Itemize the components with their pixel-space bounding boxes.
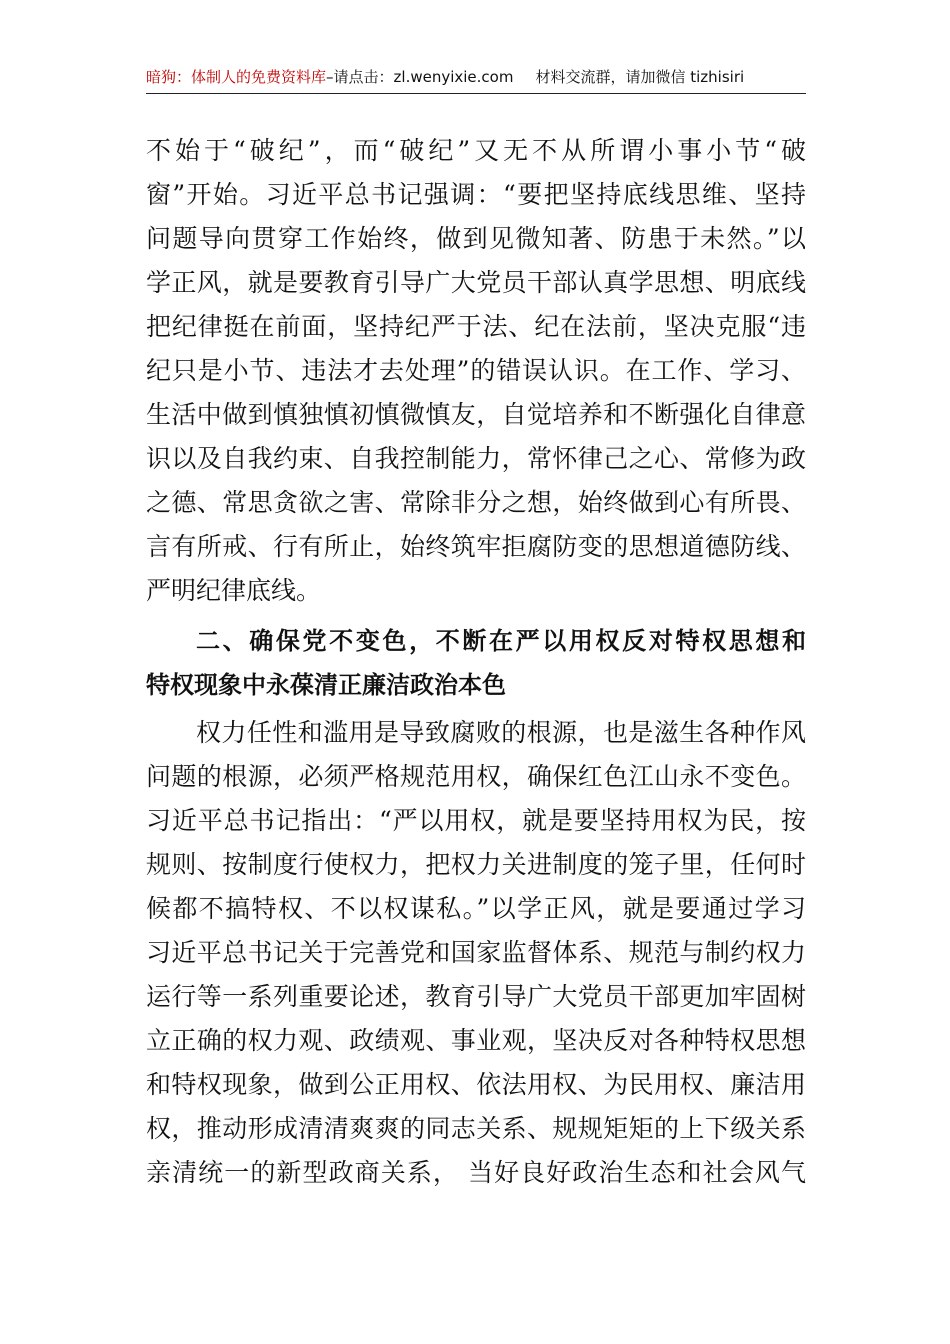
section-heading: 特权现象中永葆清正廉洁政治本色 [146, 671, 506, 699]
body-line: 纪只是小节、违法才去处理”的错误认识。在工作、学习、 [146, 356, 806, 385]
body-line: 规则、按制度行使权力，把权力关进制度的笼子里，任何时 [146, 850, 806, 879]
body-line: 问题的根源，必须严格规范用权，确保红色江山永不变色。 [146, 762, 806, 791]
body-line: 亲清统一的新型政商关系， 当好良好政治生态和社会风气 [146, 1158, 806, 1187]
header-divider [146, 93, 806, 94]
body-line: 窗”开始。习近平总书记强调：“要把坚持底线思维、坚持 [146, 180, 806, 209]
section-heading: 二、确保党不变色，不断在严以用权反对特权思想和 [196, 627, 806, 655]
body-line: 运行等一系列重要论述，教育引导广大党员干部更加牢固树 [146, 982, 806, 1011]
body-line: 把纪律挺在前面，坚持纪严于法、纪在法前，坚决克服“违 [146, 312, 806, 341]
body-line: 言有所戒、行有所止，始终筑牢拒腐防变的思想道德防线、 [146, 532, 806, 561]
body-line: 问题导向贯穿工作始终，做到见微知著、防患于未然。”以 [146, 224, 806, 253]
body-line: 生活中做到慎独慎初慎微慎友，自觉培养和不断强化自律意 [146, 400, 806, 429]
body-line: 候都不搞特权、不以权谋私。”以学正风，就是要通过学习 [146, 894, 806, 923]
body-line: 识以及自我约束、自我控制能力，常怀律己之心、常修为政 [146, 444, 806, 473]
page-header [146, 66, 806, 92]
body-line: 不始于“破纪”，而“破纪”又无不从所谓小事小节“破 [146, 136, 806, 165]
body-line: 立正确的权力观、政绩观、事业观，坚决反对各种特权思想 [146, 1026, 806, 1055]
body-line: 严明纪律底线。 [146, 576, 322, 605]
body-line: 权，推动形成清清爽爽的同志关系、规规矩矩的上下级关系 [146, 1114, 806, 1143]
body-line: 习近平总书记关于完善党和国家监督体系、规范与制约权力 [146, 938, 806, 967]
body-line: 学正风，就是要教育引导广大党员干部认真学思想、明底线 [146, 268, 806, 297]
body-line: 和特权现象，做到公正用权、依法用权、为民用权、廉洁用 [146, 1070, 806, 1099]
header-wechat-note: 材料交流群，请加微信 tizhisiri [535, 68, 745, 86]
body-line: 之德、常思贪欲之害、常除非分之想，始终做到心有所畏、 [146, 488, 806, 517]
header-site-name: 暗狗：体制人的免费资料库 [146, 68, 327, 86]
header-prompt: –请点击： [326, 68, 394, 86]
body-line: 权力任性和滥用是导致腐败的根源，也是滋生各种作风 [196, 718, 806, 747]
body-line: 习近平总书记指出：“严以用权，就是要坚持用权为民，按 [146, 806, 806, 835]
header-url-link[interactable]: zl.wenyixie.com [393, 68, 514, 86]
